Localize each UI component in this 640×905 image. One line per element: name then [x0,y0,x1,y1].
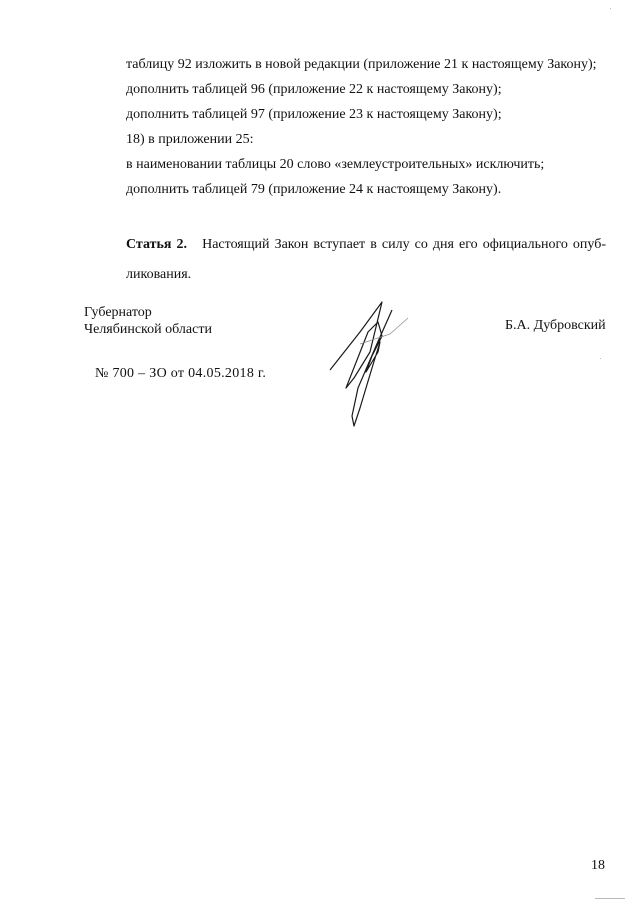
scan-mark-mid [600,358,601,359]
body-line-6: дополнить таблицей 79 (приложение 24 к настоящему Закону). [126,182,502,197]
article-2 [126,230,606,290]
law-number: № 700 – ЗО от 04.05.2018 г. [95,366,267,381]
handwritten-signature [320,292,420,432]
page-number: 18 [591,858,605,873]
body-line-3: дополнить таблицей 97 (приложение 23 к настоящему Закону); [126,107,502,122]
body-line-4: 18) в приложении 25: [126,132,254,147]
signatory-title [84,304,212,338]
signatory-title-line1: Губернатор [84,305,152,320]
signatory-name: Б.А. Дубровский [505,318,606,333]
body-line-1: таблицу 92 изложить в новой редакции (приложение 21 к настоящему Закону); [126,57,597,72]
scan-mark-top [610,8,611,9]
body-line-2: дополнить таблицей 96 (приложение 22 к настоящему Закону); [126,82,502,97]
article-number: Статья 2. [126,237,188,252]
body-line-5: в наименовании таблицы 20 слово «землеустроительных» исключить; [126,157,545,172]
article-text: Настоящий Закон вступает в силу со дня его официального опуб-ликования. [126,237,606,282]
signatory-title-line2: Челябинской области [84,322,212,337]
scan-mark-bottom [595,898,625,899]
